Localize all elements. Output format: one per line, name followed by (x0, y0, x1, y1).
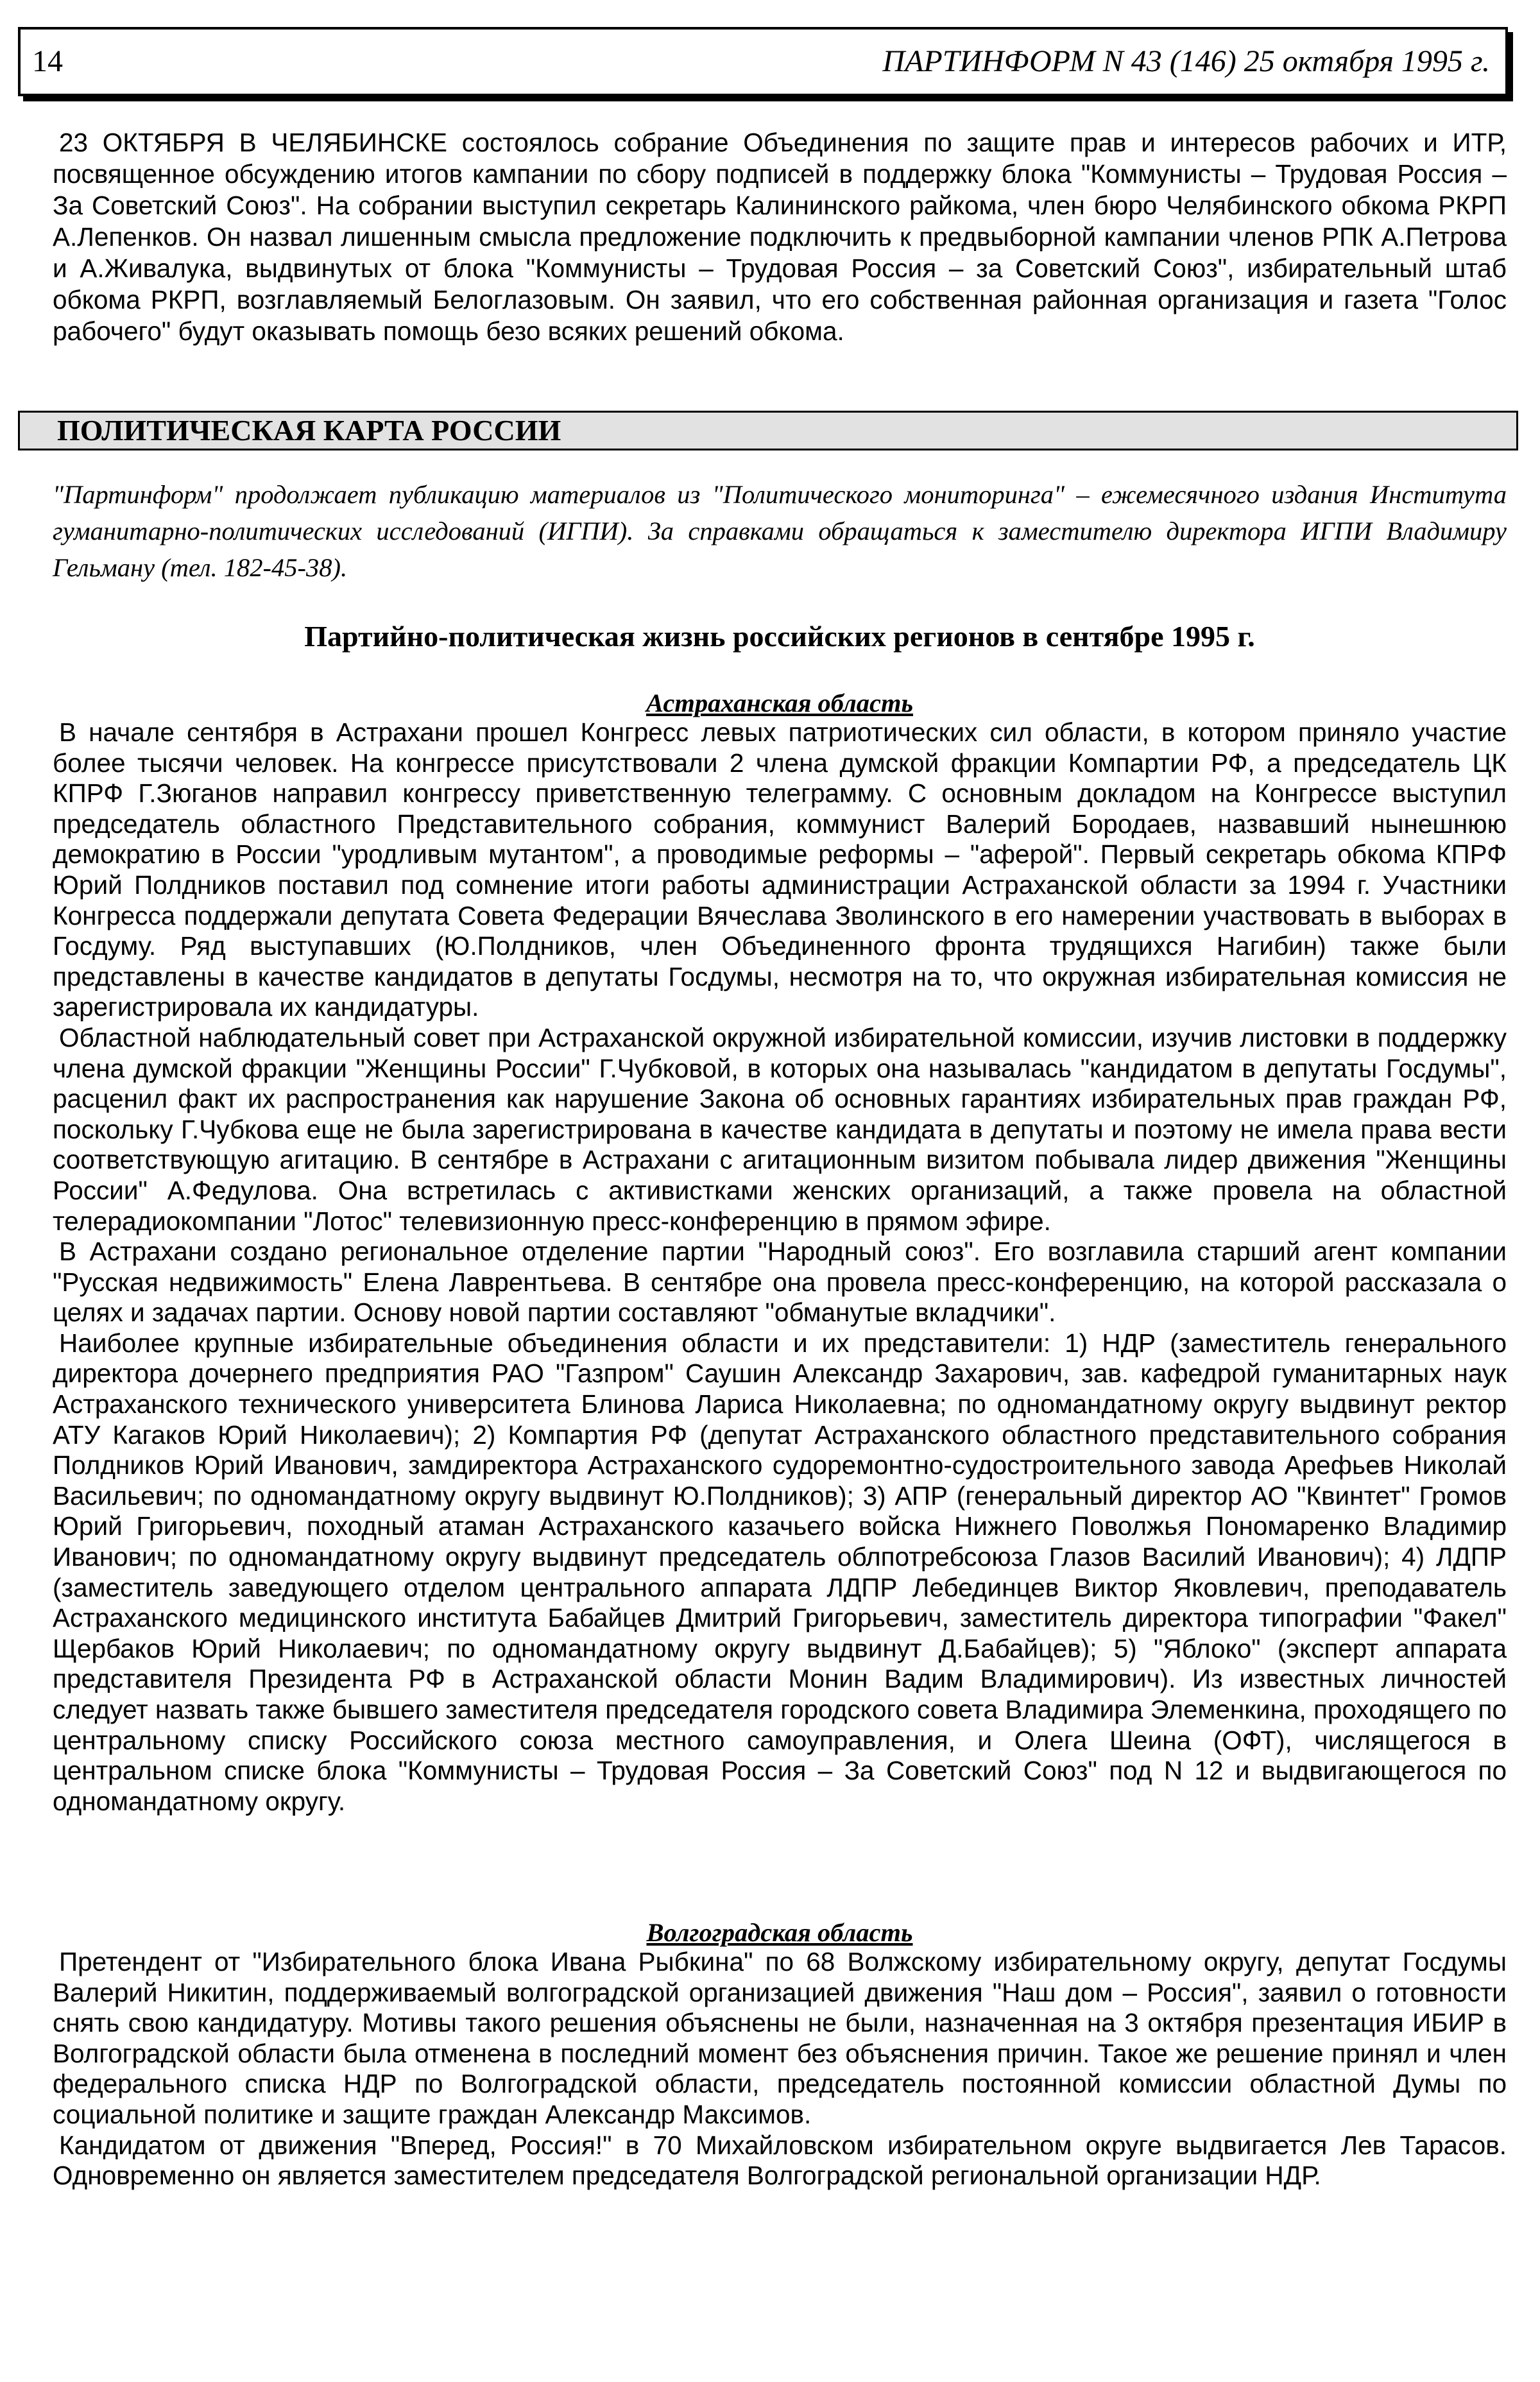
paragraph: Претендент от "Избирательного блока Ивана Рыбкина" по 68 Волжскому избирательному округу, депутат Госдумы Валерий Никитин, поддерживаемый волгоградской организацией движения "Наш дом – Россия", заявил о готовности снять свою кандидатуру. Мотивы такого решения объяснены не были, назначенная на 3 октября презентация ИБИР в Волгоградской области была отменена в последний момент без объяснения причин. Такое же решение принял и член федерального списка НДР по Волгоградской области, председатель постоянной комиссии областной Думы по социальной политике и защите граждан Александр Максимов. (53, 1947, 1507, 2129)
paragraph: Наиболее крупные избирательные объединения области и их представители: 1) НДР (заместитель генерального директора дочернего предприятия РАО "Газпром" Саушин Александр Захарович, зав. кафедрой гуманитарных наук Астраханского технического университета Блинова Лариса Николаевна; по одномандатному округу выдвинут ректор АТУ Кагаков Юрий Николаевич); 2) Компартия РФ (депутат Астраханского областного представительного собрания Полдников Юрий Иванович, замдиректора Астраханского судоремонтно-судостроительного завода Арефьев Николай Васильевич; по одномандатному округу выдвинут Ю.Полдников); 3) АПР (генеральный директор АО "Квинтет" Громов Юрий Григорьевич, походный атаман Астраханского казачьего войска Нижнего Поволжья Пономаренко Владимир Иванович; по одномандатному округу выдвинут председатель облпотребсоюза Глазов Василий Иванович); 4) ЛДПР (заместитель заведующего отделом центрального аппарата ЛДПР Лебединцев Виктор Яковлевич, преподаватель Астраханского медицинского института Бабайцев Дмитрий Григорьевич, заместитель директора типографии "Факел" Щербаков Юрий Николаевич; по одномандатному округу выдвинут Д.Бабайцев); 5) "Яблоко" (эксперт аппарата представителя Президента РФ в Астраханской области Монин Вадим Владимирович). Из известных личностей следует назвать также бывшего заместителя председателя городского совета Владимира Элеменкина, проходящего по центральному списку Российского союза местного самоуправления, и Олега Шеина (ОФТ), числящегося в центральном списке блока "Коммунисты – Трудовая Россия – За Советский Союз" под N 12 и выдвигающегося по одномандатному округу. (53, 1328, 1507, 1816)
intro-article (53, 127, 1507, 347)
section-title: ПОЛИТИЧЕСКАЯ КАРТА РОССИИ (18, 411, 1518, 450)
paragraph: Областной наблюдательный совет при Астраханской окружной избирательной комиссии, изучив листовки в поддержку члена думской фракции "Женщины России" Г.Чубковой, в которых она называлась "кандидатом в депутаты Госдумы", расценил факт их распространения как нарушение Закона об основных гарантиях избирательных прав граждан РФ, поскольку Г.Чубкова еще не была зарегистрирована в качестве кандидата в депутаты и поэтому не имела права вести соответствующую агитацию. В сентябре в Астрахани с агитационным визитом побывала лидер движения "Женщины России" А.Федулова. Она встретилась с активистками женских организаций, а также провела на областной телерадиокомпании "Лотос" телевизионную пресс-конференцию в прямом эфире. (53, 1022, 1507, 1236)
publication-title: ПАРТИНФОРМ N 43 (146) 25 октября 1995 г. (882, 44, 1490, 78)
intro-paragraph: 23 ОКТЯБРЯ В ЧЕЛЯБИНСКЕ состоялось собрание Объединения по защите прав и интересов рабочих и ИТР, посвященное обсуждению итогов кампании по сбору подписей в поддержку блока "Коммунисты – Трудовая Россия – За Советский Союз". На собрании выступил секретарь Калининского райкома, член бюро Челябинского обкома РКРП А.Лепенков. Он назвал лишенным смысла предложение подключить к предвыборной кампании членов РПК А.Петрова и А.Живалука, выдвинутых от блока "Коммунисты – Трудовая Россия – за Советский Союз", избирательный штаб обкома РКРП, возглавляемый Белоглазовым. Он заявил, что его собственная районная организация и газета "Голос рабочего" будут оказывать помощь безо всяких решений обкома. (53, 128, 1507, 346)
paragraph: Кандидатом от движения "Вперед, Россия!" в 70 Михайловском избирательном округе выдвигается Лев Тарасов. Одновременно он является заместителем председателя Волгоградской региональной организации НДР. (53, 2130, 1507, 2191)
paragraph: В Астрахани создано региональное отделение партии "Народный союз". Его возглавила старший агент компании "Русская недвижимость" Елена Лаврентьева. В сентябре она провела пресс-конференцию, на которой рассказала о целях и задачах партии. Основу новой партии составляют "обманутые вкладчики". (53, 1237, 1507, 1328)
page-number: 14 (32, 44, 63, 78)
region-body-astrakhan (53, 717, 1507, 1817)
article-headline: Партийно-политическая жизнь российских регионов в сентябре 1995 г. (304, 620, 1255, 653)
region-title-astrakhan: Астраханская область (646, 689, 914, 717)
section-note (53, 476, 1507, 586)
paragraph: В начале сентября в Астрахани прошел Конгресс левых патриотических сил области, в котором приняло участие более тысячи человек. На конгрессе присутствовали 2 члена думской фракции Компартии РФ, а председатель ЦК КПРФ Г.Зюганов направил конгрессу приветственную телеграмму. С основным докладом на Конгрессе выступил председатель областного Представительного собрания, коммунист Валерий Бородаев, назвавший нынешнюю демократию в России "уродливым мутантом", а проводимые реформы – "аферой". Первый секретарь обкома КПРФ Юрий Полдников поставил под сомнение итоги работы администрации Астраханской области за 1994 г. Участники Конгресса поддержали депутата Совета Федерации Вячеслава Зволинского в его намерении участвовать в выборах в Госдуму. Ряд выступавших (Ю.Полдников, член Объединенного фронта трудящихся Нагибин) также были представлены в качестве кандидатов в депутаты Госдумы, несмотря на то, что окружная избирательная комиссия не зарегистрировала их кандидатуры. (53, 717, 1507, 1022)
region-body-volgograd (53, 1947, 1507, 2191)
note-paragraph: "Партинформ" продолжает публикацию материалов из "Политического мониторинга" – ежемесячного издания Института гуманитарно-политических исследований (ИГПИ). За справками обращаться к заместителю директора ИГПИ Владимиру Гельману (тел. 182-45-38). (53, 480, 1507, 582)
page-header (18, 27, 1508, 96)
region-title-volgograd: Волгоградская область (646, 1918, 913, 1947)
